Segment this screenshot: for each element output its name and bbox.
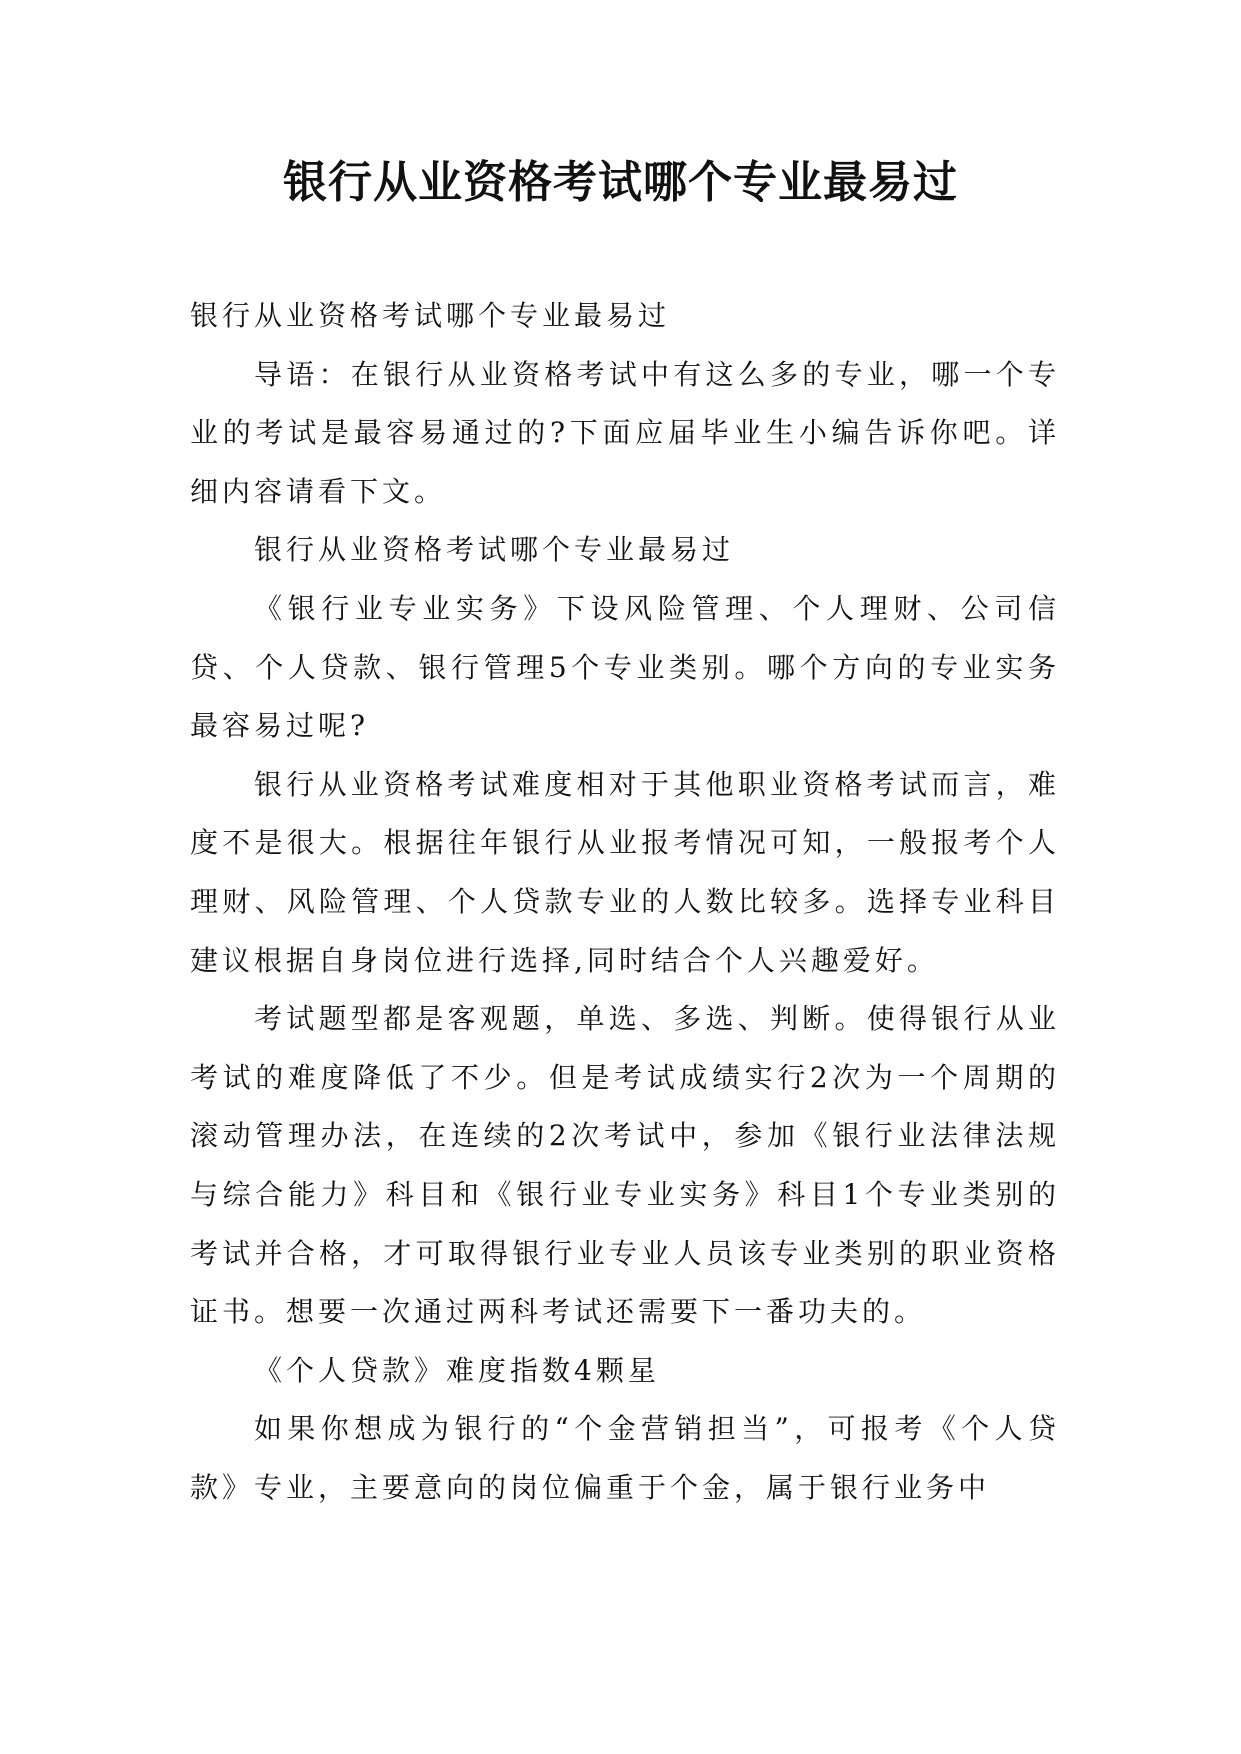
document-title: 银行从业资格考试哪个专业最易过 (283, 157, 958, 208)
personal-loan-paragraph: 如果你想成为银行的“个金营销担当”，可报考《个人贷款》专业，主要意向的岗位偏重于个金，属于银行业务中 (190, 1412, 1060, 1504)
document-body (190, 287, 1060, 1517)
section-heading-paragraph: 银行从业资格考试哪个专业最易过 (254, 533, 735, 567)
practice-categories-paragraph: 《银行业专业实务》下设风险管理、个人理财、公司信贷、个人贷款、银行管理5个专业类别。哪个方向的专业实务最容易过呢? (190, 591, 1060, 743)
difficulty-paragraph: 银行从业资格考试难度相对于其他职业资格考试而言，难度不是很大。根据往年银行从业报考情况可知，一般报考个人理财、风险管理、个人贷款专业的人数比较多。选择专业科目建议根据自身岗位进行选择,同时结合个人兴趣爱好。 (190, 767, 1060, 977)
subtitle-paragraph: 银行从业资格考试哪个专业最易过 (190, 299, 671, 332)
exam-format-paragraph: 考试题型都是客观题，单选、多选、判断。使得银行从业考试的难度降低了不少。但是考试成绩实行2次为一个周期的滚动管理办法，在连续的2次考试中，参加《银行业法律法规与综合能力》科目和《银行业专业实务》科目1个专业类别的考试并合格，才可取得银行业专业人员该专业类别的职业资格证书。想要一次通过两科考试还需要下一番功夫的。 (190, 1002, 1060, 1329)
personal-loan-heading: 《个人贷款》难度指数4颗星 (254, 1353, 660, 1387)
intro-paragraph: 导语：在银行从业资格考试中有这么多的专业，哪一个专业的考试是最容易通过的?下面应届毕业生小编告诉你吧。详细内容请看下文。 (190, 357, 1060, 508)
